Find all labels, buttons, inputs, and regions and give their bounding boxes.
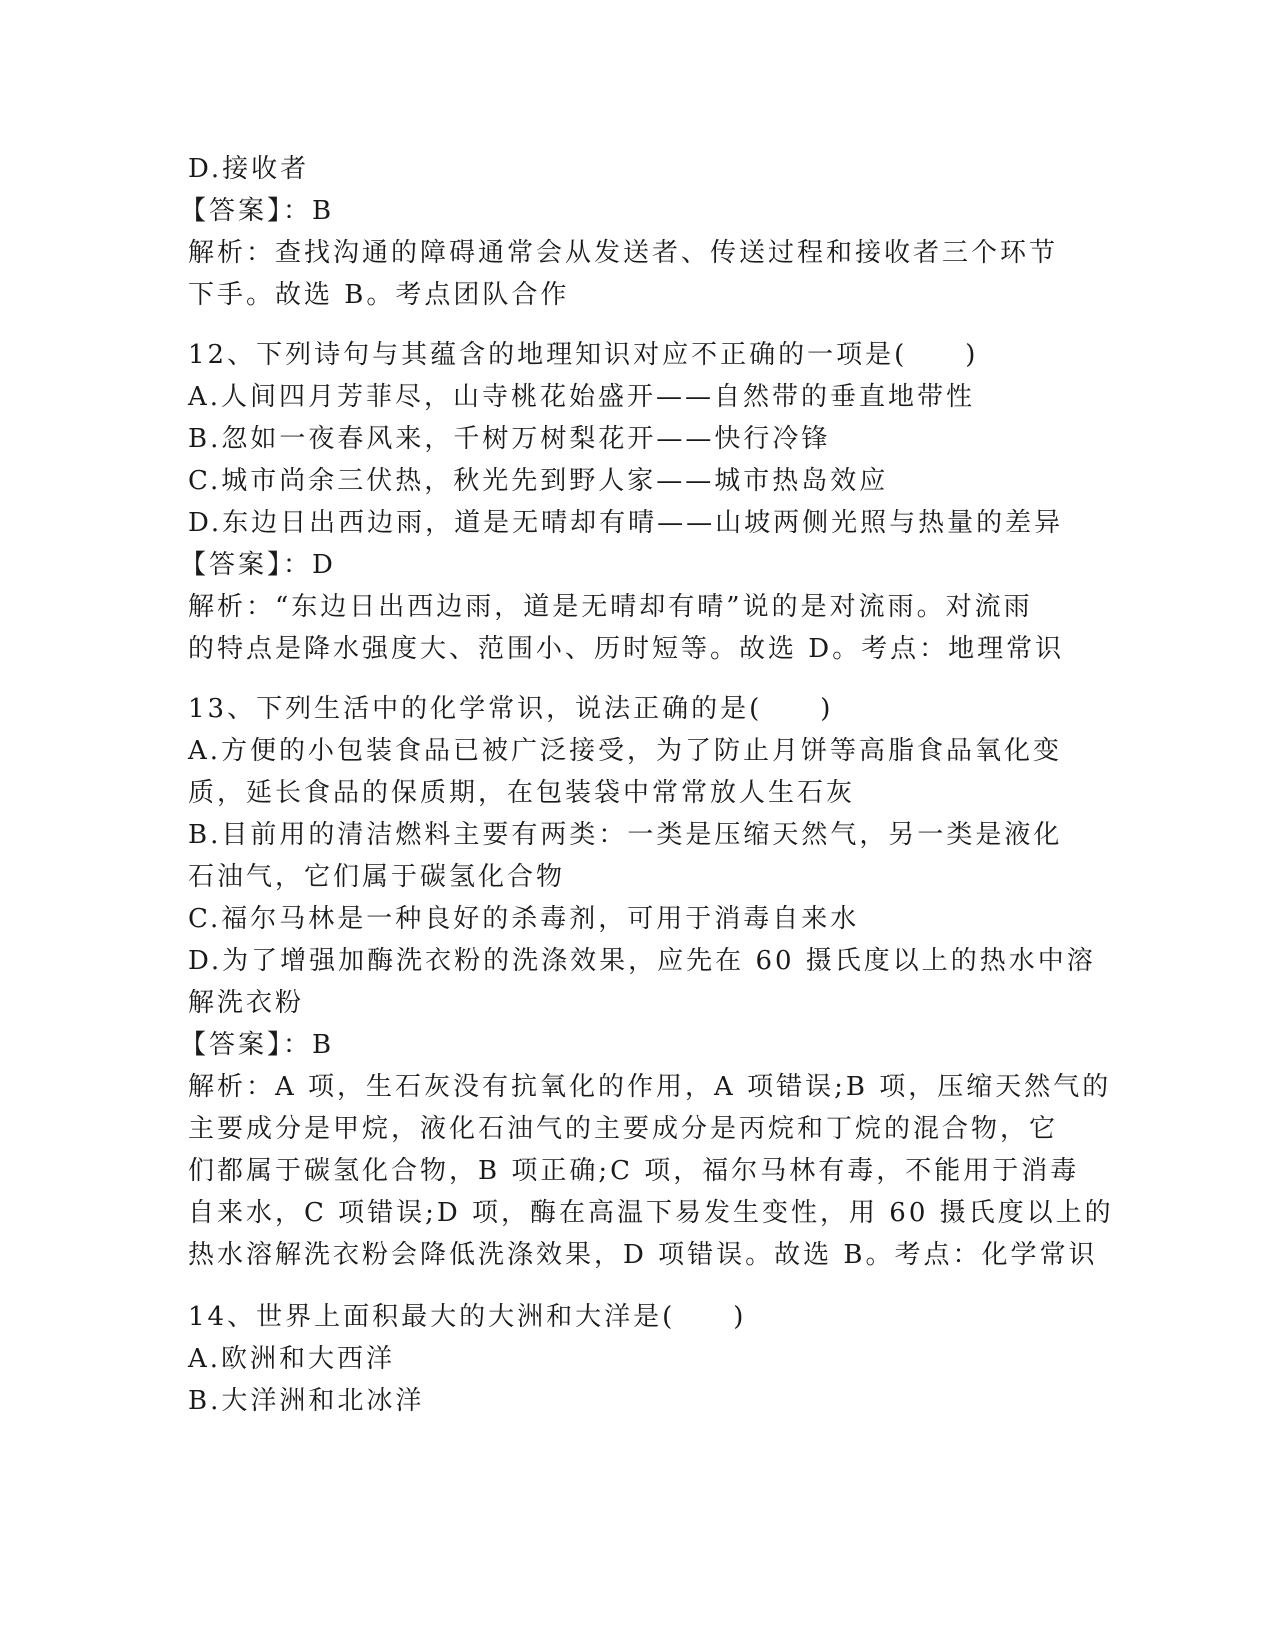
option-d: D.接收者	[188, 154, 310, 184]
analysis-line: 下手。故选 B。考点团队合作	[188, 280, 570, 310]
question-text: 14、世界上面积最大的大洲和大洋是( )	[188, 1302, 747, 1332]
page-content	[180, 148, 1114, 1422]
analysis-line: 解析：“东边日出西边雨，道是无晴却有晴”说的是对流雨。对流雨	[188, 592, 1033, 622]
spacer	[188, 670, 1088, 688]
option-c: C.城市尚余三伏热，秋光先到野人家——城市热岛效应	[188, 466, 889, 496]
option-a-cont: 质，延长食品的保质期，在包装袋中常常放人生石灰	[188, 778, 856, 808]
option-a: A.人间四月芳菲尽，山寺桃花始盛开——自然带的垂直地带性	[188, 382, 976, 412]
analysis-line: 解析：查找沟通的障碍通常会从发送者、传送过程和接收者三个环节	[188, 238, 1059, 268]
option-b: B.目前用的清洁燃料主要有两类：一类是压缩天然气，另一类是液化	[188, 820, 1063, 850]
analysis-line: 主要成分是甲烷，液化石油气的主要成分是丙烷和丁烷的混合物，它	[188, 1114, 1059, 1144]
answer-line: 【答案】：B	[180, 1030, 335, 1060]
question-block-12	[180, 334, 1088, 670]
answer-line: 【答案】：D	[180, 550, 336, 580]
option-c: C.福尔马林是一种良好的杀毒剂，可用于消毒自来水	[188, 904, 860, 934]
option-b-cont: 石油气，它们属于碳氢化合物	[188, 862, 566, 892]
question-text: 12、下列诗句与其蕴含的地理知识对应不正确的一项是( )	[188, 340, 979, 370]
spacer	[188, 1276, 1088, 1296]
option-b: B.大洋洲和北冰洋	[188, 1386, 425, 1416]
analysis-line: 热水溶解洗衣粉会降低洗涤效果，D 项错误。故选 B。考点：化学常识	[188, 1240, 1098, 1270]
analysis-line: 自来水，C 项错误;D 项，酶在高温下易发生变性，用 60 摄氏度以上的	[188, 1198, 1114, 1228]
spacer	[188, 316, 1088, 334]
analysis-line: 解析：A 项，生石灰没有抗氧化的作用，A 项错误;B 项，压缩天然气的	[188, 1072, 1112, 1102]
analysis-line: 的特点是降水强度大、范围小、历时短等。故选 D。考点：地理常识	[188, 634, 1065, 664]
question-block-11	[180, 148, 1088, 316]
option-a: A.欧洲和大西洋	[188, 1344, 396, 1374]
option-a: A.方便的小包装食品已被广泛接受，为了防止月饼等高脂食品氧化变	[188, 736, 1063, 766]
question-block-14	[188, 1296, 1088, 1422]
answer-line: 【答案】：B	[180, 196, 335, 226]
option-d: D.东边日出西边雨，道是无晴却有晴——山坡两侧光照与热量的差异	[188, 508, 1064, 538]
analysis-line: 们都属于碳氢化合物，B 项正确;C 项，福尔马林有毒，不能用于消毒	[188, 1156, 1080, 1186]
question-text: 13、下列生活中的化学常识，说法正确的是( )	[188, 694, 834, 724]
option-d: D.为了增强加酶洗衣粉的洗涤效果，应先在 60 摄氏度以上的热水中溶	[188, 946, 1096, 976]
option-b: B.忽如一夜春风来，千树万树梨花开——快行冷锋	[188, 424, 831, 454]
question-block-13	[180, 688, 1114, 1276]
option-d-cont: 解洗衣粉	[188, 988, 305, 1018]
